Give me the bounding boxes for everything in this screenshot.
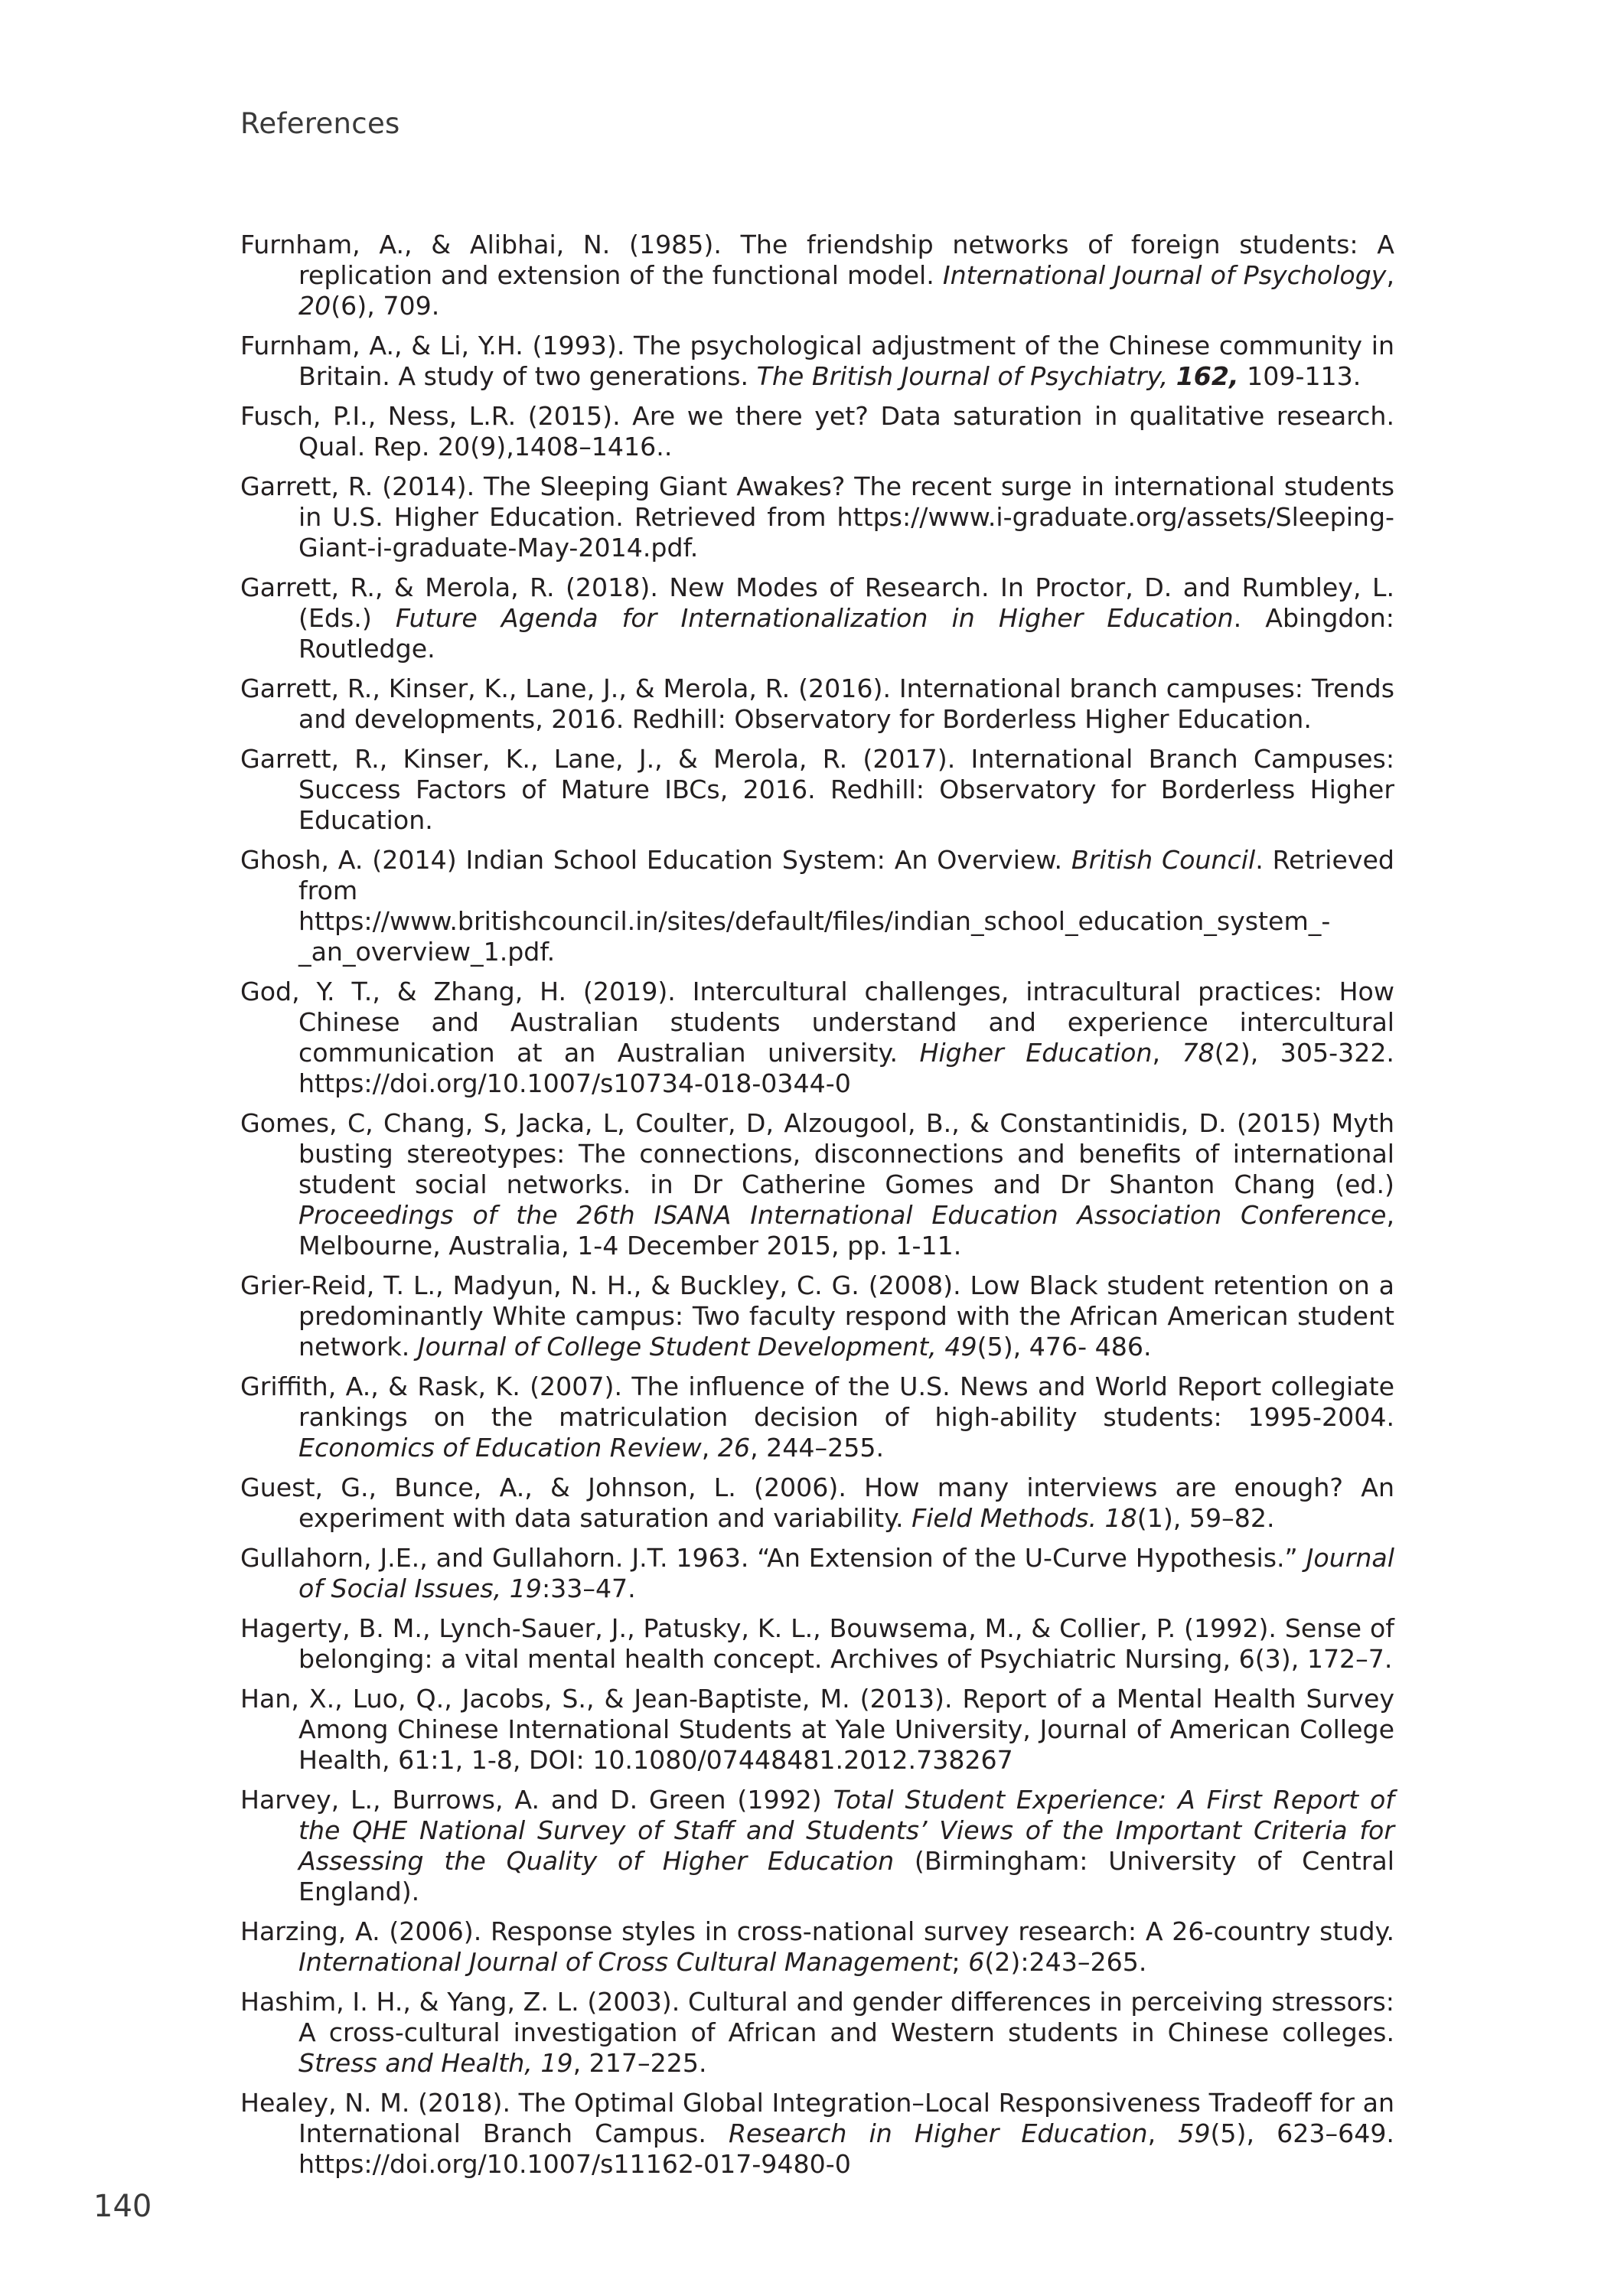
- reference-entry: Garrett, R. (2014). The Sleeping Giant Awakes? The recent surge in international students in U.S. Higher Education. Retrieved from https://www.i-graduate.org/assets/Sleeping-Giant-i-graduate-May-2014.pdf.: [240, 471, 1394, 563]
- reference-entry: Hagerty, B. M., Lynch-Sauer, J., Patusky, K. L., Bouwsema, M., & Collier, P. (1992). Sense of belonging: a vital mental health concept. Archives of Psychiatric Nursing, 6(3), 172–7.: [240, 1613, 1394, 1674]
- reference-entry: Grier-Reid, T. L., Madyun, N. H., & Buckley, C. G. (2008). Low Black student retention on a predominantly White campus: Two faculty respond with the African American student network. Journal of College Student Development, 49(5), 476- 486.: [240, 1270, 1394, 1362]
- reference-entry: Hashim, I. H., & Yang, Z. L. (2003). Cultural and gender differences in perceiving stressors: A cross-cultural investigation of African and Western students in Chinese colleges. Stress and Health, 19, 217–225.: [240, 1987, 1394, 2078]
- reference-italic: International Journal of Cross Cultural Management: [298, 1947, 952, 1977]
- reference-italic: Research in Higher Education: [728, 2118, 1148, 2148]
- reference-entry: Garrett, R., Kinser, K., Lane, J., & Merola, R. (2016). International branch campuses: Trends and developments, 2016. Redhill: Observatory for Borderless Higher Education.: [240, 673, 1394, 734]
- reference-italic: 78: [1182, 1038, 1215, 1068]
- reference-italic: 26: [717, 1433, 751, 1463]
- reference-entry: Guest, G., Bunce, A., & Johnson, L. (2006). How many interviews are enough? An experiment with data saturation and variability. Field Methods. 18(1), 59–82.: [240, 1473, 1394, 1533]
- reference-italic: Stress and Health, 19: [298, 2048, 573, 2078]
- reference-italic: Field Methods. 18: [911, 1503, 1137, 1533]
- reference-bold-italic: 162,: [1176, 361, 1239, 391]
- reference-entry: Furnham, A., & Alibhai, N. (1985). The friendship networks of foreign students: A replication and extension of the functional model. International Journal of Psychology, 20(6), 709.: [240, 230, 1394, 321]
- reference-italic: Higher Education: [919, 1038, 1153, 1068]
- reference-italic: Proceedings of the 26th ISANA International Education Association Conference: [298, 1200, 1387, 1230]
- reference-italic: 6: [968, 1947, 985, 1977]
- reference-entry: Han, X., Luo, Q., Jacobs, S., & Jean-Baptiste, M. (2013). Report of a Mental Health Survey Among Chinese International Students at Yale University, Journal of American College Health, 61:1, 1-8, DOI: 10.1080/07448481.2012.738267: [240, 1684, 1394, 1775]
- reference-entry: Gomes, C, Chang, S, Jacka, L, Coulter, D, Alzougool, B., & Constantinidis, D. (2015) Myth busting stereotypes: The connections, disconnections and benefits of international student social networks. in Dr Catherine Gomes and Dr Shanton Chang (ed.) Proceedings of the 26th ISANA International Education Association Conference, Melbourne, Australia, 1-4 December 2015, pp. 1-11.: [240, 1108, 1394, 1261]
- reference-entry: Garrett, R., & Merola, R. (2018). New Modes of Research. In Proctor, D. and Rumbley, L. (Eds.) Future Agenda for Internationalization in Higher Education. Abingdon: Routledge.: [240, 572, 1394, 664]
- reference-entry: Griffith, A., & Rask, K. (2007). The influence of the U.S. News and World Report collegiate rankings on the matriculation decision of high-ability students: 1995-2004. Economics of Education Review, 26, 244–255.: [240, 1371, 1394, 1463]
- reference-entry: Furnham, A., & Li, Y.H. (1993). The psychological adjustment of the Chinese community in Britain. A study of two generations. The British Journal of Psychiatry, 162, 109-113.: [240, 331, 1394, 391]
- reference-italic: 59: [1178, 2118, 1211, 2148]
- reference-entry: Harvey, L., Burrows, A. and D. Green (1992) Total Student Experience: A First Report of the QHE National Survey of Staff and Students’ Views of the Important Criteria for Assessing the Quality of Higher Education (Birmingham: University of Central England).: [240, 1785, 1394, 1906]
- reference-italic: Journal of College Student Development, 49: [417, 1332, 977, 1362]
- running-head: References: [240, 107, 400, 140]
- reference-italic: British Council: [1071, 845, 1256, 875]
- reference-italic: The British Journal of Psychiatry,: [756, 361, 1176, 391]
- reference-italic: International Journal of Psychology: [942, 260, 1387, 290]
- reference-italic: 20: [298, 291, 331, 321]
- reference-entry: Ghosh, A. (2014) Indian School Education System: An Overview. British Council. Retrieved from https://www.britishcouncil.in/sites/default/files/indian_school_education_system_-_an_overview_1.pdf.: [240, 845, 1394, 967]
- page-number: 140: [93, 2189, 152, 2224]
- reference-list: [240, 230, 1394, 2189]
- reference-entry: Harzing, A. (2006). Response styles in cross-national survey research: A 26-country study. International Journal of Cross Cultural Management; 6(2):243–265.: [240, 1916, 1394, 1977]
- reference-entry: Fusch, P.I., Ness, L.R. (2015). Are we there yet? Data saturation in qualitative research. Qual. Rep. 20(9),1408–1416..: [240, 401, 1394, 461]
- reference-italic: Economics of Education Review: [298, 1433, 702, 1463]
- reference-italic: Future Agenda for Internationalization in Higher Education: [395, 603, 1234, 633]
- reference-italic: Total Student Experience: A First Report of the QHE National Survey of Staff and Students’ Views of the Important Criteria for Assessing the Quality of Higher Education: [298, 1785, 1394, 1876]
- reference-italic: Journal of Social Issues, 19: [298, 1543, 1394, 1603]
- reference-entry: God, Y. T., & Zhang, H. (2019). Intercultural challenges, intracultural practices: How Chinese and Australian students understand and experience intercultural communication at an Australian university. Higher Education, 78(2), 305-322. https://doi.org/10.1007/s10734-018-0344-0: [240, 977, 1394, 1098]
- reference-entry: Garrett, R., Kinser, K., Lane, J., & Merola, R. (2017). International Branch Campuses: Success Factors of Mature IBCs, 2016. Redhill: Observatory for Borderless Higher Education.: [240, 744, 1394, 835]
- reference-entry: Healey, N. M. (2018). The Optimal Global Integration–Local Responsiveness Tradeoff for an International Branch Campus. Research in Higher Education, 59(5), 623–649. https://doi.org/10.1007/s11162-017-9480-0: [240, 2088, 1394, 2179]
- reference-entry: Gullahorn, J.E., and Gullahorn. J.T. 1963. “An Extension of the U-Curve Hypothesis.” Journal of Social Issues, 19:33–47.: [240, 1543, 1394, 1603]
